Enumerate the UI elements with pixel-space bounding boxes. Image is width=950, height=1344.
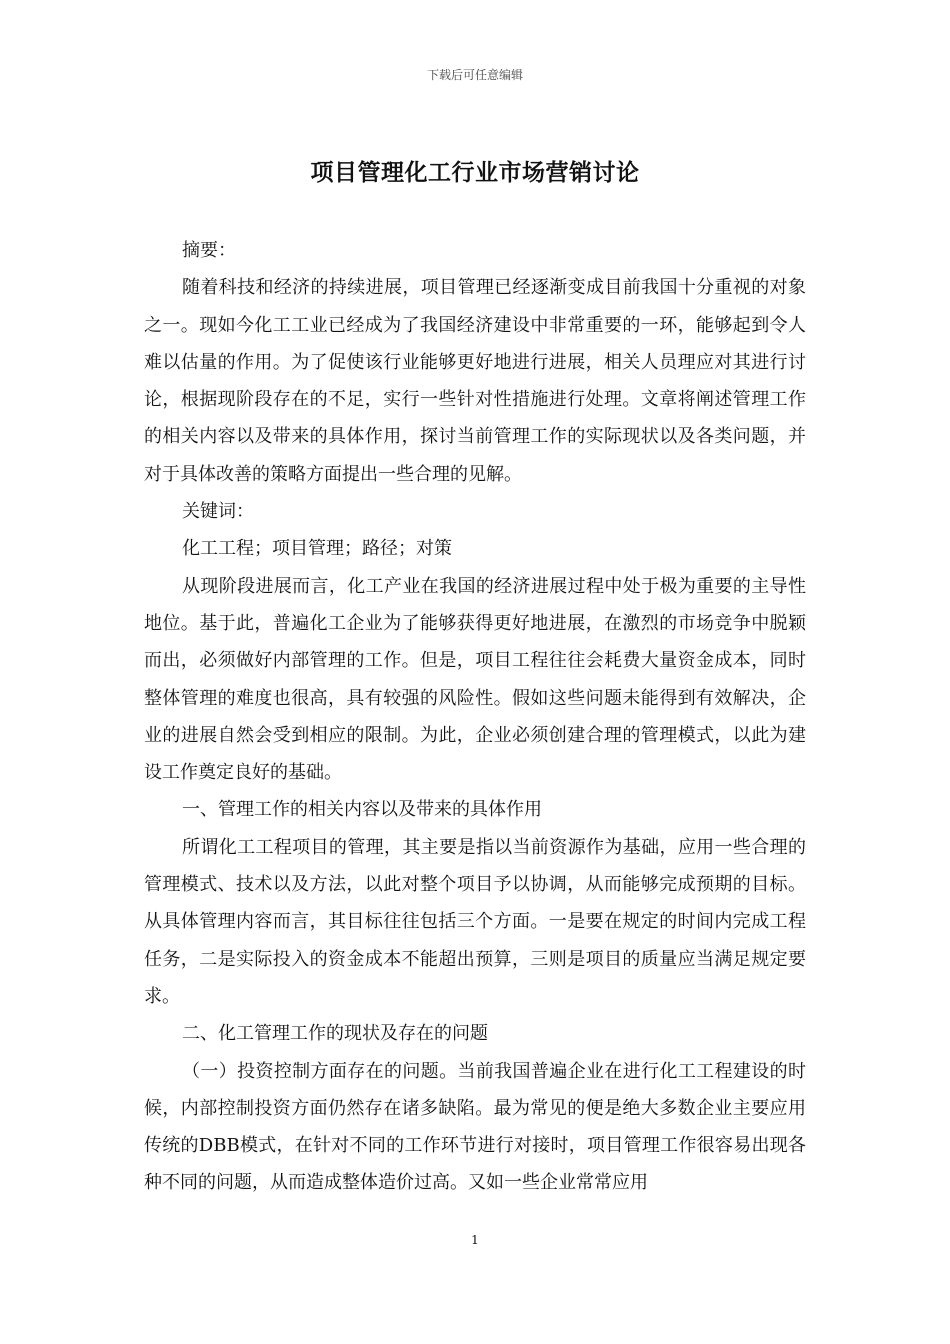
- abstract-paragraph: 随着科技和经济的持续进展，项目管理已经逐渐变成目前我国十分重视的对象之一。现如今化工工业已经成为了我国经济建设中非常重要的一环，能够起到令人难以估量的作用。为了促使该行业能够更好地进行进展，相关人员理应对其进行讨论，根据现阶段存在的不足，实行一些针对性措施进行处理。文章将阐述管理工作的相关内容以及带来的具体作用，探讨当前管理工作的实际现状以及各类问题，并对于具体改善的策略方面提出一些合理的见解。: [144, 277, 806, 485]
- intro-paragraph: 从现阶段进展而言，化工产业在我国的经济进展过程中处于极为重要的主导性地位。基于此，普遍化工企业为了能够获得更好地进展，在激烈的市场竞争中脱颖而出，必须做好内部管理的工作。但是，项目工程往往会耗费大量资金成本，同时整体管理的难度也很高，具有较强的风险性。假如这些问题未能得到有效解决，企业的进展自然会受到相应的限制。为此，企业必须创建合理的管理模式，以此为建设工作奠定良好的基础。: [144, 575, 806, 784]
- section-2-paragraph: （一）投资控制方面存在的问题。当前我国普遍企业在进行化工工程建设的时候，内部控制投资方面仍然存在诸多缺陷。最为常见的便是绝大多数企业主要应用传统的DBB模式，在针对不同的工作环节进行对接时，项目管理工作很容易出现各种不同的问题，从而造成整体造价过高。又如一些企业常常应用: [144, 1060, 806, 1194]
- section-heading-1: 一、管理工作的相关内容以及带来的具体作用: [182, 799, 542, 821]
- keywords-label: 关键词：: [182, 501, 254, 523]
- document-title: 项目管理化工行业市场营销讨论: [310, 159, 640, 186]
- section-heading-2: 二、化工管理工作的现状及存在的问题: [182, 1023, 488, 1045]
- section-1-paragraph: 所谓化工工程项目的管理，其主要是指以当前资源作为基础，应用一些合理的管理模式、技术以及方法，以此对整个项目予以协调，从而能够完成预期的目标。从具体管理内容而言，其目标往往包括三个方面。一是要在规定的时间内完成工程任务，二是实际投入的资金成本不能超出预算，三则是项目的质量应当满足规定要求。: [144, 836, 806, 1007]
- page-header: 下载后可任意编辑: [426, 68, 523, 82]
- keywords-paragraph: 化工工程；项目管理；路径；对策: [182, 538, 452, 560]
- abstract-label: 摘要：: [182, 240, 236, 261]
- document-body: [144, 232, 806, 1202]
- page-number: 1: [471, 1233, 479, 1247]
